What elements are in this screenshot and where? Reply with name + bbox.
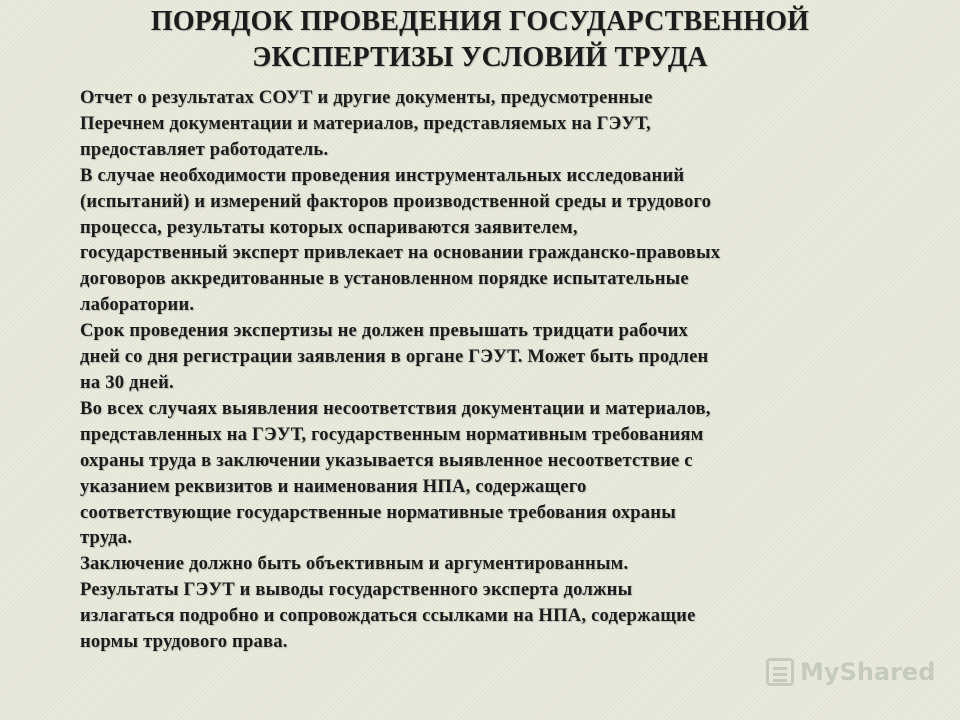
paragraph-nonconformity: Во всех случаях выявления несоответствия документации и материалов, представленных на ГЭУТ, государственным нормативным требованиям охраны труда в заключении указывается выявленное несоответствие с указанием реквизитов и наименования НПА, содержащего соответствующие государственные нормативные требования охраны труда.: [80, 397, 711, 549]
slide-body: [80, 85, 900, 655]
paragraph-instrumental-research: В случае необходимости проведения инструментальных исследований (испытаний) и измерений факторов производственной среды и трудового процесса, результаты которых оспариваются заявителем, государственный эксперт привлекает на основании гражданско-правовых договоров аккредитованные в установленном порядке испытательные лаборатории.: [80, 164, 721, 316]
paragraph-results: Результаты ГЭУТ и выводы государственного эксперта должны излагаться подробно и сопровождаться ссылками на НПА, содержащие нормы трудового права.: [80, 579, 696, 653]
document-icon: [766, 658, 794, 686]
watermark-text: MyShared: [800, 658, 936, 686]
slide-title-text: ПОРЯДОК ПРОВЕДЕНИЯ ГОСУДАРСТВЕННОЙ ЭКСПЕРТИЗЫ УСЛОВИЙ ТРУДА: [150, 6, 810, 73]
slide-title: [40, 4, 920, 76]
paragraph-conclusion: Заключение должно быть объективным и аргументированным.: [80, 553, 629, 575]
paragraph-report-documents: Отчет о результатах СОУТ и другие документы, предусмотренные Перечнем документации и материалов, представляемых на ГЭУТ, предоставляет работодатель.: [80, 87, 653, 160]
paragraph-expertise-deadline: Срок проведения экспертизы не должен превышать тридцати рабочих дней со дня регистрации заявления в органе ГЭУТ. Может быть продлен на 30 дней.: [80, 320, 709, 393]
watermark: [766, 650, 936, 694]
